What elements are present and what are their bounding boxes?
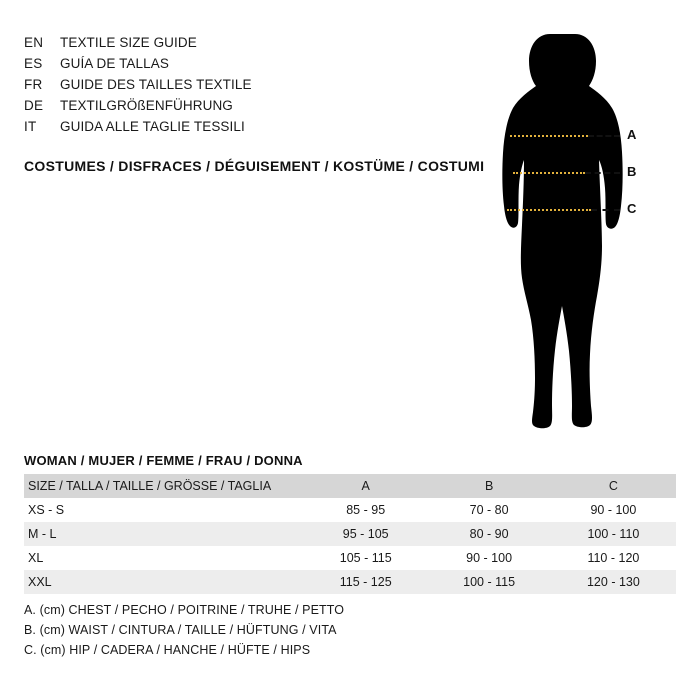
language-code: DE xyxy=(24,98,44,113)
table-header-row xyxy=(24,474,676,498)
marker-label-b: B xyxy=(627,164,637,179)
footnote-hip: C. (cm) HIP / CADERA / HANCHE / HÜFTE / HIPS xyxy=(24,643,311,657)
language-text: GUIDE DES TAILLES TEXTILE xyxy=(60,77,252,92)
cell-a: 95 - 105 xyxy=(342,527,389,541)
column-header-a: A xyxy=(361,479,370,493)
costumes-subtitle: COSTUMES / DISFRACES / DÉGUISEMENT / KOSTÜME / COSTUMI xyxy=(24,158,485,174)
language-list xyxy=(24,32,454,137)
language-text: GUÍA DE TALLAS xyxy=(60,56,169,71)
chest-lead-line xyxy=(588,135,620,137)
size-table-section xyxy=(24,453,676,594)
cell-b: 70 - 80 xyxy=(469,503,509,517)
hip-measure-line xyxy=(507,209,591,211)
cell-c: 120 - 130 xyxy=(586,575,640,589)
language-code: ES xyxy=(24,56,43,71)
cell-c: 110 - 120 xyxy=(587,551,640,565)
marker-label-c: C xyxy=(627,201,637,216)
cell-size: XL xyxy=(28,551,44,565)
table-row xyxy=(24,546,676,570)
language-row xyxy=(24,95,454,116)
female-body-silhouette-icon xyxy=(455,20,685,440)
cell-b: 80 - 90 xyxy=(469,527,509,541)
cell-a: 105 - 115 xyxy=(339,551,392,565)
table-row xyxy=(24,522,676,546)
cell-c: 90 - 100 xyxy=(590,503,637,517)
cell-a: 115 - 125 xyxy=(339,575,392,589)
cell-b: 100 - 115 xyxy=(463,575,516,589)
cell-size: M - L xyxy=(28,527,57,541)
cell-size: XS - S xyxy=(28,503,65,517)
language-text: TEXTILGRÖßENFÜHRUNG xyxy=(60,98,233,113)
figure-area xyxy=(455,20,685,440)
language-row xyxy=(24,32,454,53)
language-text: GUIDA ALLE TAGLIE TESSILI xyxy=(60,119,245,134)
footnote-chest: A. (cm) CHEST / PECHO / POITRINE / TRUHE / PETTO xyxy=(24,603,345,617)
chest-measure-line xyxy=(510,135,588,137)
language-code: IT xyxy=(24,119,37,134)
language-code: EN xyxy=(24,35,44,50)
language-text: TEXTILE SIZE GUIDE xyxy=(60,35,197,50)
language-row xyxy=(24,53,454,74)
cell-size: XXL xyxy=(28,575,52,589)
waist-lead-line xyxy=(585,172,620,174)
cell-c: 100 - 110 xyxy=(587,527,640,541)
footnote-waist: B. (cm) WAIST / CINTURA / TAILLE / HÜFTUNG / VITA xyxy=(24,623,337,637)
language-row xyxy=(24,116,454,137)
cell-a: 85 - 95 xyxy=(346,503,386,517)
waist-measure-line xyxy=(513,172,585,174)
footnotes xyxy=(24,600,624,660)
language-code: FR xyxy=(24,77,43,92)
column-header-c: C xyxy=(608,479,618,493)
hip-lead-line xyxy=(591,209,620,211)
table-row xyxy=(24,570,676,594)
marker-label-a: A xyxy=(627,127,637,142)
table-row xyxy=(24,498,676,522)
cell-b: 90 - 100 xyxy=(466,551,513,565)
language-row xyxy=(24,74,454,95)
table-caption: WOMAN / MUJER / FEMME / FRAU / DONNA xyxy=(24,453,303,468)
size-table xyxy=(24,474,676,594)
column-header-size: SIZE / TALLA / TAILLE / GRÖSSE / TAGLIA xyxy=(28,479,272,493)
column-header-b: B xyxy=(484,479,494,493)
